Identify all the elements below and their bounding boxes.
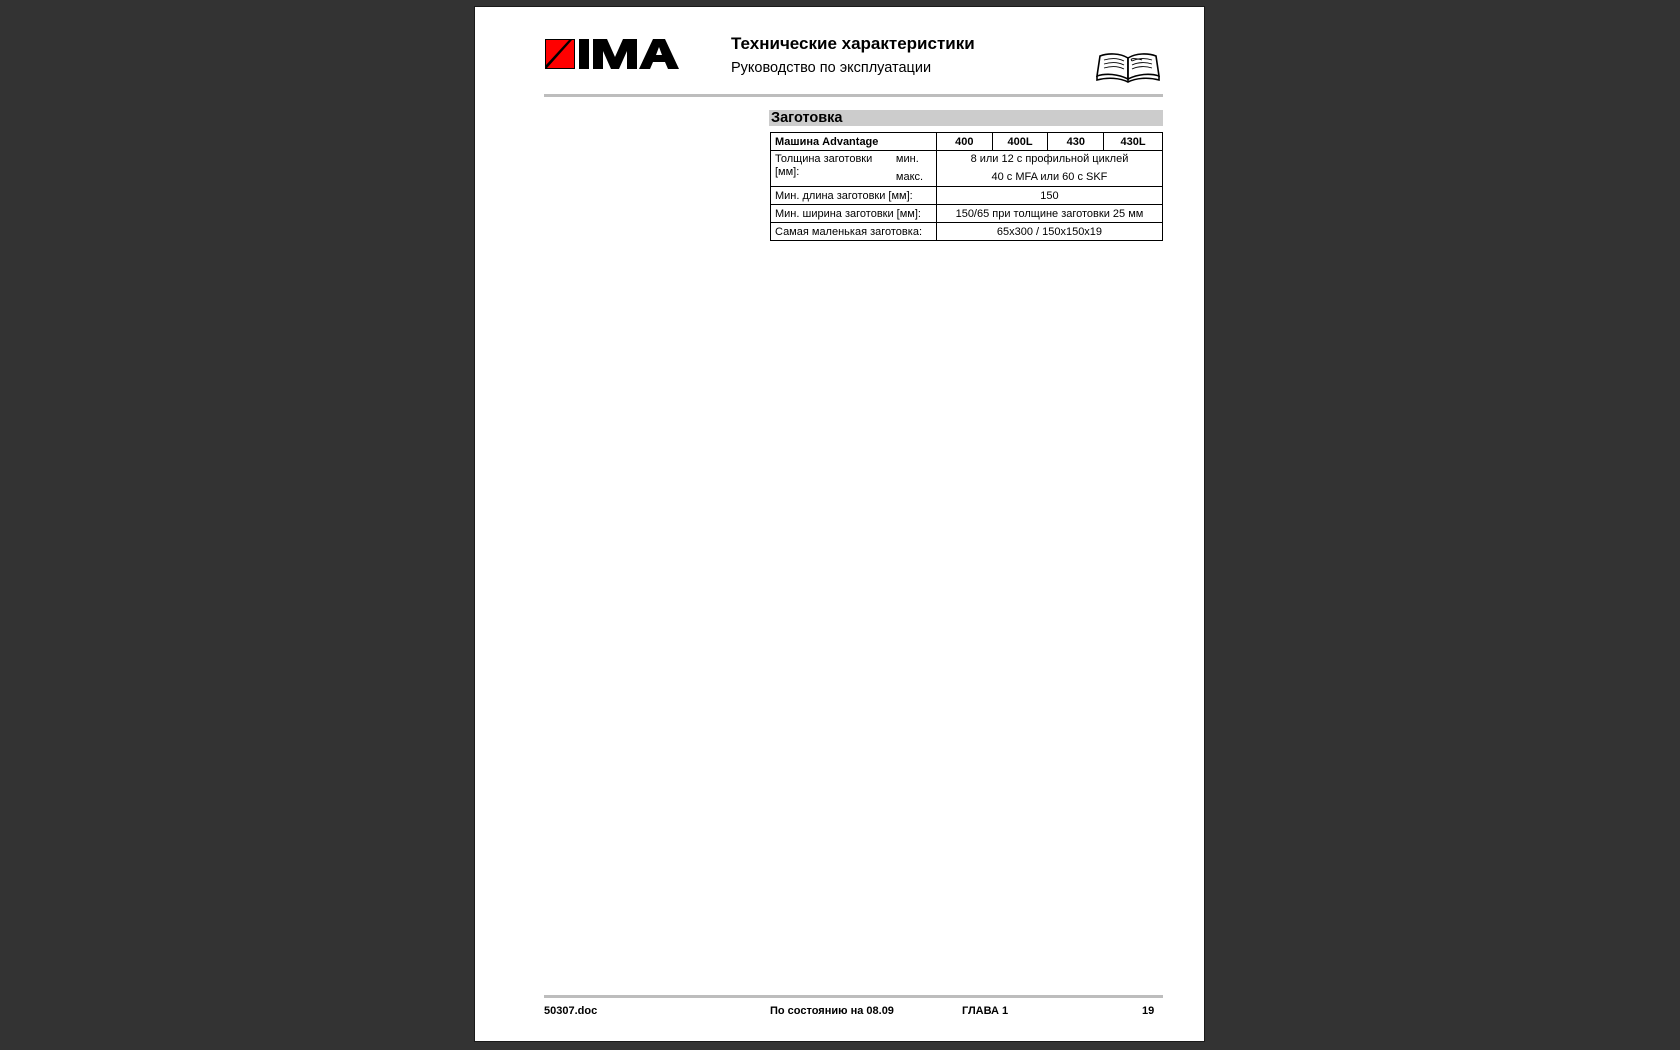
- footer-divider: [544, 995, 1163, 998]
- footer-chapter: ГЛАВА 1: [962, 1005, 1009, 1017]
- thickness-max-value: 40 с MFA или 60 с SKF: [991, 171, 1108, 183]
- min-length-label: Мин. длина заготовки [мм]:: [771, 187, 937, 205]
- machine-label: Машина Advantage: [771, 133, 937, 151]
- thickness-min-value: 8 или 12 с профильной циклей: [970, 153, 1129, 165]
- ima-logo: [545, 35, 683, 71]
- thickness-value-cell: [936, 151, 1162, 187]
- section-heading: Заготовка: [769, 110, 1163, 126]
- thickness-max-label: макс.: [895, 171, 924, 183]
- model-430: 430: [1048, 133, 1104, 151]
- min-width-label: Мин. ширина заготовки [мм]:: [771, 205, 937, 223]
- document-title: Технические характеристики: [731, 34, 975, 53]
- thickness-min-label: мин.: [895, 153, 919, 165]
- footer-state: По состоянию на 08.09: [770, 1005, 894, 1017]
- min-length-value: 150: [936, 187, 1162, 205]
- thickness-label: Толщина заготовки [мм]:: [775, 153, 873, 178]
- min-width-value: 150/65 при толщине заготовки 25 мм: [936, 205, 1162, 223]
- header-divider: [544, 94, 1163, 97]
- table-header-row: [771, 133, 1163, 151]
- smallest-value: 65x300 / 150x150x19: [936, 223, 1162, 241]
- footer-filename: 50307.doc: [544, 1005, 598, 1017]
- spec-table: [770, 132, 1163, 241]
- open-book-icon: [1096, 50, 1160, 84]
- document-page: [474, 6, 1205, 1042]
- model-430l: 430L: [1104, 133, 1163, 151]
- table-row: [771, 223, 1163, 241]
- model-400l: 400L: [992, 133, 1048, 151]
- smallest-label: Самая маленькая заготовка:: [771, 223, 937, 241]
- thickness-label-cell: [771, 151, 937, 187]
- table-row: [771, 151, 1163, 187]
- document-subtitle: Руководство по эксплуатации: [731, 60, 932, 76]
- footer-page-number: 19: [1142, 1005, 1155, 1017]
- table-row: [771, 187, 1163, 205]
- table-row: [771, 205, 1163, 223]
- model-400: 400: [936, 133, 992, 151]
